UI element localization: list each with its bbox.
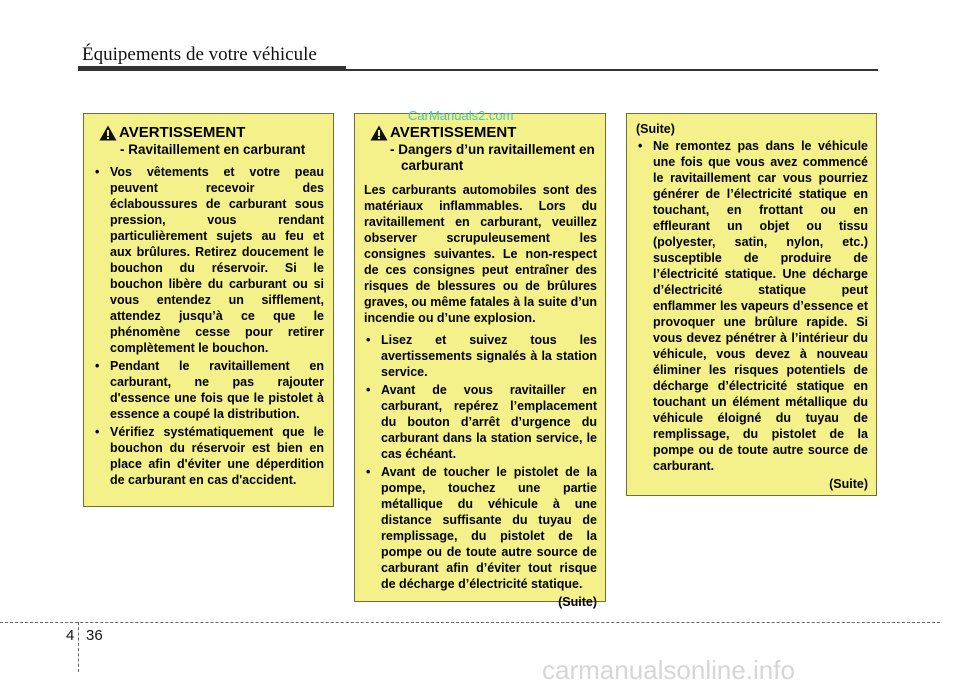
continued-top-label: (Suite) bbox=[636, 122, 675, 136]
warning-triangle-icon bbox=[370, 125, 388, 141]
footer-brand-watermark: carmanualsonline.info bbox=[542, 655, 795, 685]
continued-label: (Suite) bbox=[829, 477, 868, 491]
bullet-item: • Lisez et suivez tous les avertissements signalés à la station service. bbox=[364, 332, 597, 380]
warning-intro-text: Les carburants automobiles sont des matériaux inflammables. Lors du ravitaillement en carburant, veuillez observer scrupuleusement les consignes suivantes. Le non-respect de ces consignes peut entraîner des risques de blessures ou de brûlures graves, ou même fatales à la suite d’un incendie ou d’une explosion. bbox=[364, 183, 597, 325]
chapter-number: 4 bbox=[66, 627, 75, 644]
footer-vertical-divider bbox=[78, 622, 79, 672]
warning-box-refueling bbox=[83, 113, 334, 507]
bullet-item: • Ne remontez pas dans le véhicule une fois que vous avez commencé le ravitaillement car vous pourriez générer de l’électricité statique en touchant, en frottant ou en effleurant un objet ou tissu (polyester, satin, nylon, etc.) susceptible de produire de l’électricité statique. Une décharge d’électricité statique peut enflammer les vapeurs d’essence et provoquer une brûlure rapide. Si vous devez pénétrer à l’intérieur du véhicule, vous devez à nouveau éliminer les risques potentiels de décharge d’électricité statique en touchant un élément métallique du véhicule éloigné du tuyau de remplissage, du pistolet de la pompe ou de toute autre source de carburant. bbox=[636, 138, 868, 474]
warning-title: AVERTISSEMENT bbox=[390, 124, 517, 141]
warning-title: AVERTISSEMENT bbox=[119, 124, 246, 141]
footer-divider bbox=[0, 622, 940, 623]
warning-bullet-list bbox=[364, 332, 597, 592]
page-header-title: Équipements de votre véhicule bbox=[82, 44, 317, 65]
warning-header bbox=[93, 124, 324, 158]
header-rule-thick bbox=[78, 66, 346, 71]
warning-triangle-icon bbox=[99, 125, 117, 141]
bullet-item: • Vos vêtements et votre peau peuvent recevoir des éclaboussures de carburant sous pression, vous rendant particulièrement sujets au feu et aux brûlures. Retirez doucement le bouchon du réservoir. Si le bouchon libère du carburant ou si vous entendez un sifflement, attendez jusqu’à ce que le phénomène cesse pour retirer complètement le bouchon. bbox=[93, 164, 324, 356]
warning-box-refueling-dangers bbox=[354, 113, 606, 609]
warning-header bbox=[364, 124, 597, 174]
bullet-item: • Vérifiez systématiquement que le bouchon du réservoir est bien en place afin d'éviter une déperdition de carburant en cas d'accident. bbox=[93, 424, 324, 488]
warning-bullet-list bbox=[93, 164, 324, 488]
header-rule-thin bbox=[346, 69, 878, 71]
warning-box-continued bbox=[626, 113, 877, 496]
warning-subtitle: - Ravitaillement en carburant bbox=[120, 142, 306, 157]
warning-subtitle: - Dangers d’un ravitaillement en carburant bbox=[390, 142, 595, 173]
page-number: 36 bbox=[86, 627, 103, 644]
bullet-item: • Avant de toucher le pistolet de la pompe, touchez une partie métallique du véhicule à une distance suffisante du tuyau de remplissage, du pistolet de la pompe ou de toute autre source de carburant afin d’éviter tout risque de décharge d’électricité statique. bbox=[364, 464, 597, 592]
warning-bullet-list bbox=[636, 138, 868, 474]
bullet-item: • Pendant le ravitaillement en carburant, ne pas rajouter d'essence une fois que le pistolet à essence a coupé la distribution. bbox=[93, 358, 324, 422]
continued-label: (Suite) bbox=[558, 595, 597, 609]
bullet-item: • Avant de vous ravitailler en carburant, repérez l’emplacement du bouton d’arrêt d’urgence du carburant dans la station service, le cas échéant. bbox=[364, 382, 597, 462]
watermark-text: CarManuals2.com bbox=[408, 108, 514, 123]
